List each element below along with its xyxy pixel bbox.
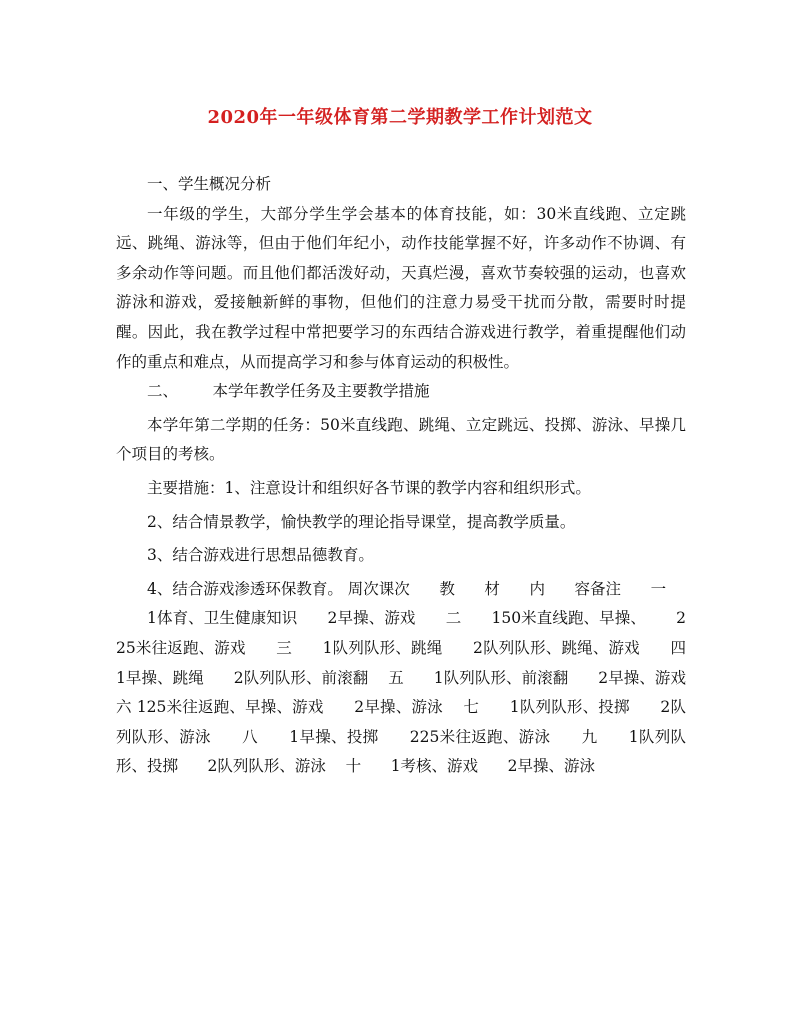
document-body [116,170,716,782]
paragraph-schedule: 1体育、卫生健康知识 2早操、游戏 二 150米直线跑、早操、 225米往返跑、游戏 三 1队列队形、跳绳 2队列队形、跳绳、游戏 四 1早操、跳绳 2队列队形、前滚翻 五 1队列队形、前滚翻 2早操、游戏 六 125米往返跑、早操、游戏 2早操、游泳 七 1队列队形、投掷 2队列队形、游泳 八 1早操、投掷 225米往返跑、游泳 九 1队列队形、投掷 2队列队形、游泳 十 1考核、游戏 2早操、游泳 [116,609,716,776]
paragraph-measure-1: 主要措施：1、注意设计和组织好各节课的教学内容和组织形式。 [147,478,591,497]
document-title: 2020年一年级体育第二学期教学工作计划范文 [207,107,593,128]
section-heading-1: 一、学生概况分析 [147,175,272,193]
section-heading-2: 二、 本学年教学任务及主要教学措施 [147,382,430,401]
paragraph-measure-4-schedule-header: 4、结合游戏渗透环保教育。 周次课次 教 材 内 容备注 一 [147,579,667,598]
paragraph-tasks: 本学年第二学期的任务：50米直线跑、跳绳、立定跳远、投掷、游泳、早操几个项目的考核。 [116,415,686,464]
paragraph-measure-3: 3、结合游戏进行思想品德教育。 [147,546,374,565]
paragraph-measure-2: 2、结合情景教学，愉快教学的理论指导课堂，提高教学质量。 [147,512,576,531]
paragraph-student-analysis: 一年级的学生，大部分学生学会基本的体育技能，如：30米直线跑、立定跳远、跳绳、游泳等，但由于他们年纪小，动作技能掌握不好，许多动作不协调、有多余动作等问题。而且他们都活泼好动，天真烂漫，喜欢节奏较强的运动，也喜欢游泳和游戏，爱接触新鲜的事物，但他们的注意力易受干扰而分散，需要时时提醒。因此，我在教学过程中常把要学习的东西结合游戏进行教学，着重提醒他们动作的重点和难点，从而提高学习和参与体育运动的积极性。 [116,204,686,371]
